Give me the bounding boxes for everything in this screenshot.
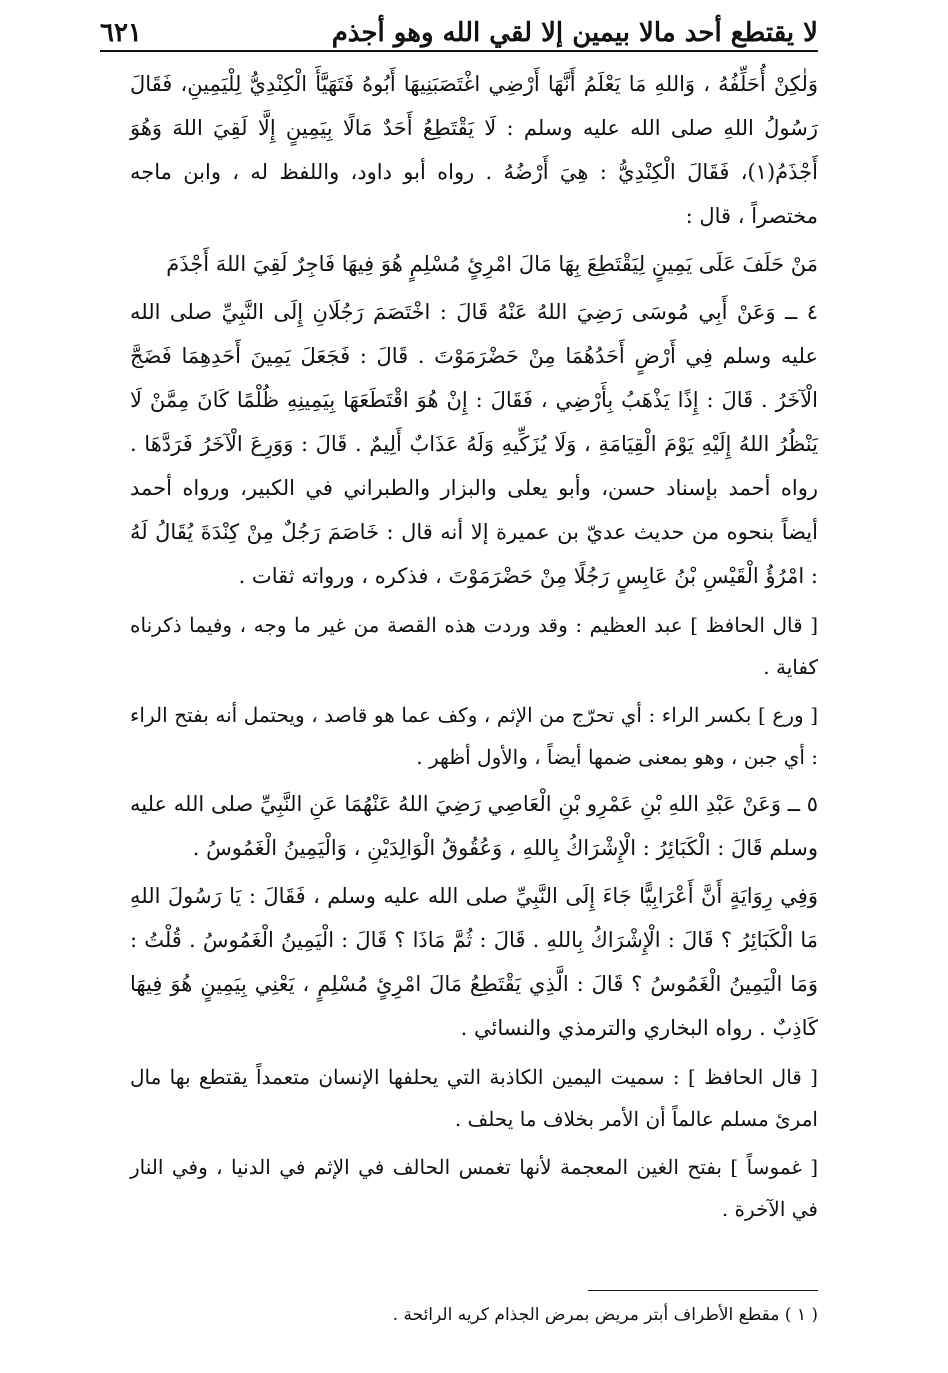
paragraph-hadith-4: ٤ ــ وَعَنْ أَبِي مُوسَى رَضِيَ اللهُ عَنْهُ قَالَ : اخْتَصَمَ رَجُلَانِ إِلَى النَّبِيِّ صلى الله عليه وسلم فِي أَرْضٍ أَحَدُهُمَا مِنْ حَضْرَمَوْتَ . قَالَ : فَجَعَلَ يَمِينَ أَحَدِهِمَا فَضَجَّ الْآخَرُ . قَالَ : إِذًا يَذْهَبُ بِأَرْضِي ، فَقَالَ : إِنْ هُوَ اقْتَطَعَهَا بِيَمِينِهِ ظُلْمًا كَانَ مِمَّنْ لَا يَنْظُرُ اللهُ إِلَيْهِ يَوْمَ الْقِيَامَةِ ، وَلَا يُزَكِّيهِ وَلَهُ عَذَابٌ أَلِيمٌ . قَالَ : وَوَرِعَ الْآخَرُ فَرَدَّهَا . رواه أحمد بإسناد حسن، وأبو يعلى والبزار والطبراني في الكبير، ورواه أحمد أيضاً بنحوه من حديث عديّ بن عميرة إلا أنه قال : خَاصَمَ رَجُلٌ مِنْ كِنْدَةَ يُقَالُ لَهُ : امْرُؤُ الْقَيْسِ بْنُ عَابِسٍ رَجُلًا مِنْ حَضْرَمَوْتَ ، فذكره ، ورواته ثقات . — [130, 300, 818, 588]
footnote-divider — [588, 1290, 818, 1291]
paragraph-ibn-majah-text: مَنْ حَلَفَ عَلَى يَمِينٍ لِيَقْتَطِعَ بِهَا مَالَ امْرِئٍ مُسْلِمٍ هُوَ فِيهَا فَاجِرٌ لَقِيَ اللهَ أَجْذَمَ — [166, 252, 818, 276]
paragraph-hafiz-note-2: [ قال الحافظ ] : سميت اليمين الكاذبة التي يحلفها الإنسان متعمداً يقتطع بها مال امرئ مسلم عالماً أن الأمر بخلاف ما يحلف . — [130, 1065, 818, 1131]
footnote: ( ١ ) مقطع الأطراف أبتر مريض بمرض الجذام كريه الرائحة . — [392, 1305, 818, 1325]
main-text — [130, 62, 818, 1234]
paragraph-hafiz-note-1: [ قال الحافظ ] عبد العظيم : وقد وردت هذه القصة من غير ما وجه ، وفيما ذكرناه كفاية . — [130, 613, 818, 679]
page-number: ٦٢١ — [100, 18, 142, 48]
paragraph-hadith-3-continued: وَلٰكِنْ أُحَلِّفُهُ ، وَاللهِ مَا يَعْلَمُ أَنَّهَا أَرْضِي اغْتَصَبَنِيهَا أَبُوهُ فَتَهَيَّأَ الْكِنْدِيُّ لِلْيَمِينِ، فَقَالَ رَسُولُ اللهِ صلى الله عليه وسلم : لَا يَقْتَطِعُ أَحَدٌ مَالًا بِيَمِينٍ إِلَّا لَقِيَ اللهَ وَهُوَ أَجْذَمُ(١)، فَقَالَ الْكِنْدِيُّ : هِيَ أَرْضُهُ . رواه أبو داود، واللفظ له ، وابن ماجه مختصراً ، قال : — [130, 72, 818, 228]
page-title: لا يقتطع أحد مالا بيمين إلا لقي الله وهو أجذم — [331, 18, 818, 48]
paragraph-hadith-5: ٥ ــ وَعَنْ عَبْدِ اللهِ بْنِ عَمْرِو بْنِ الْعَاصِي رَضِيَ اللهُ عَنْهُمَا عَنِ النَّبِيِّ صلى الله عليه وسلم قَالَ : الْكَبَائِرُ : الْإِشْرَاكُ بِاللهِ ، وَعُقُوقُ الْوَالِدَيْنِ ، وَالْيَمِينُ الْغَمُوسُ . — [130, 792, 818, 860]
page-header — [100, 4, 818, 52]
paragraph-ghamus-definition: [ غموساً ] بفتح الغين المعجمة لأنها تغمس الحالف في الإثم في الدنيا ، وفي النار في الآخرة . — [130, 1155, 818, 1221]
paragraph-wari-definition: [ ورع ] بكسر الراء : أي تحرّج من الإثم ، وكف عما هو قاصد ، ويحتمل أنه بفتح الراء : أي جبن ، وهو بمعنى ضمها أيضاً ، والأول أظهر . — [130, 703, 818, 769]
paragraph-hadith-5-riwaya: وَفِي رِوَايَةٍ أَنَّ أَعْرَابِيًّا جَاءَ إِلَى النَّبِيِّ صلى الله عليه وسلم ، فَقَالَ : يَا رَسُولَ اللهِ مَا الْكَبَائِرُ ؟ قَالَ : الْإِشْرَاكُ بِاللهِ . قَالَ : ثُمَّ مَاذَا ؟ قَالَ : الْيَمِينُ الْغَمُوسُ . قُلْتُ : وَمَا الْيَمِينُ الْغَمُوسُ ؟ قَالَ : الَّذِي يَقْتَطِعُ مَالَ امْرِئٍ مُسْلِمٍ ، يَعْنِي بِيَمِينٍ هُوَ فِيهَا كَاذِبٌ . رواه البخاري والترمذي والنسائي . — [130, 884, 818, 1040]
